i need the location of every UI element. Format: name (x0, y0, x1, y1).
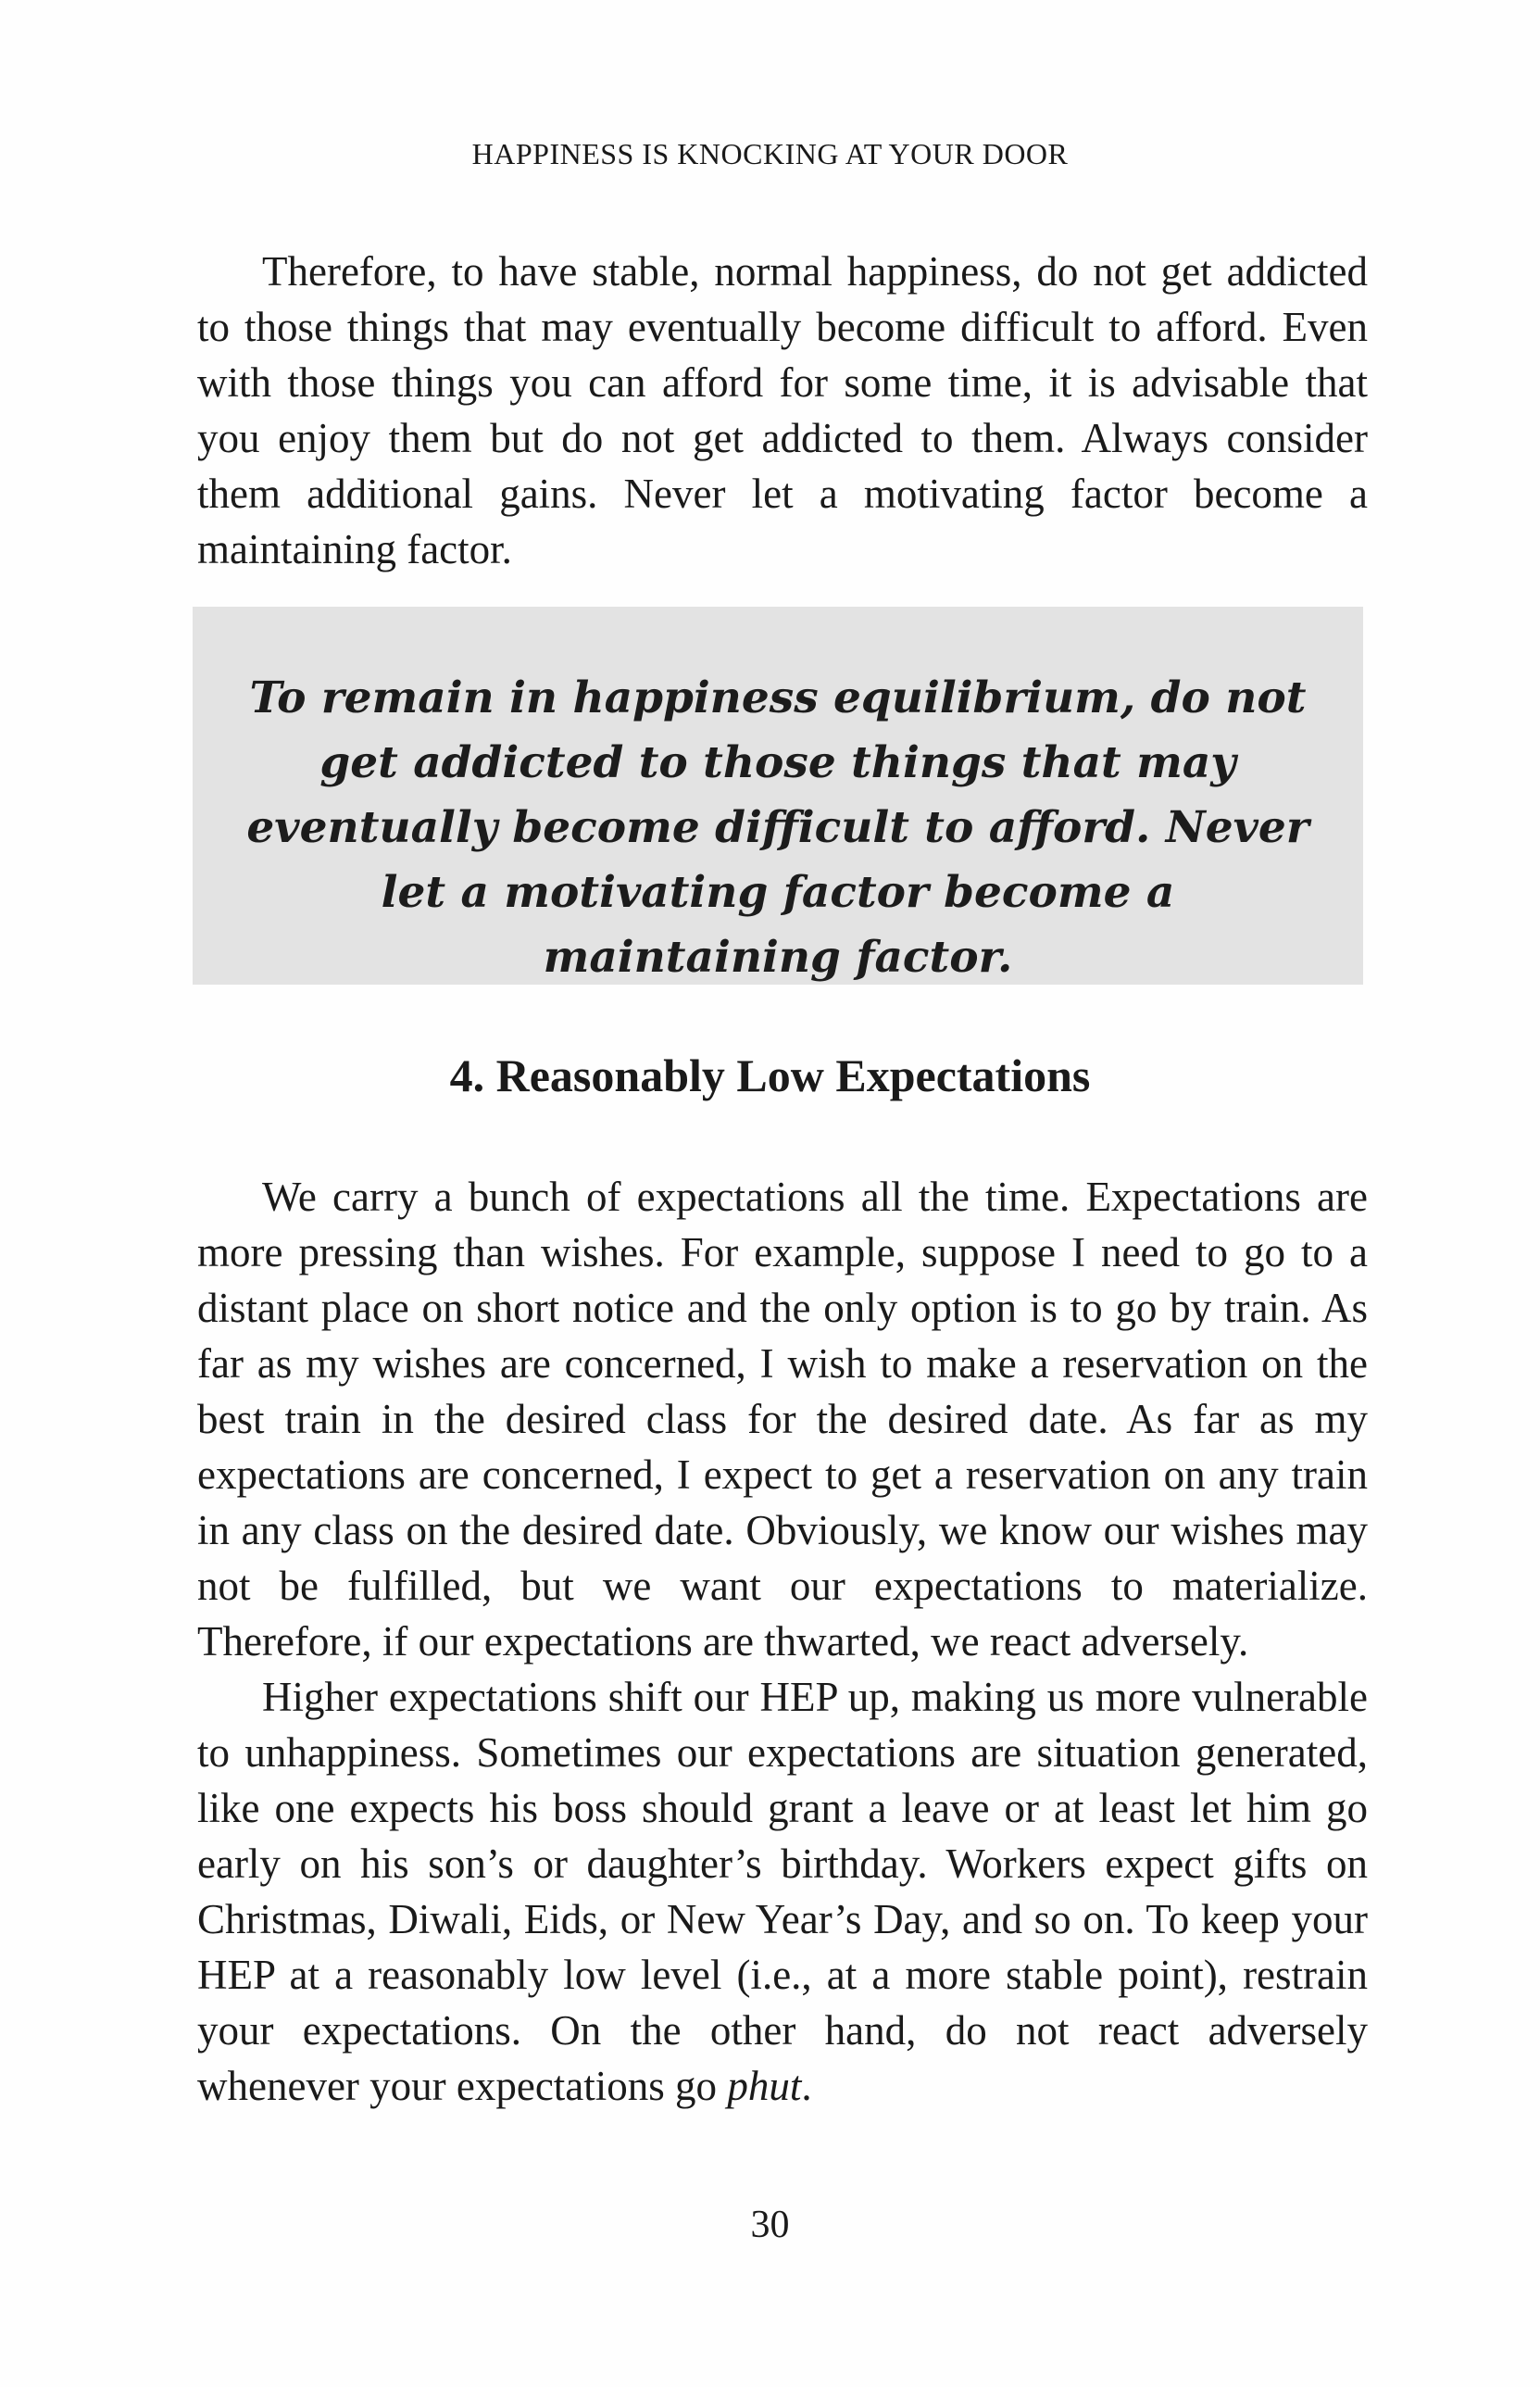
intro-paragraph: Therefore, to have stable, normal happiness, do not get addicted to those things that may eventually become difficult to afford. Even with those things you can afford for some time, it is advisable that you enjoy them but do not get addicted to them. Always consider them additional gains. Never let a motivating factor become a maintaining factor. (197, 248, 1368, 572)
section-body (197, 1169, 1368, 2114)
body-paragraph-expectations: We carry a bunch of expectations all the time. Expectations are more pressing than wishes. For example, suppose I need to go to a distant place on short notice and the only option is to go by train. As far as my wishes are concerned, I wish to make a reservation on the best train in the desired class for the desired date. As far as my expectations are concerned, I expect to get a reservation on any train in any class on the desired date. Obviously, we know our wishes may not be fulfilled, but we want our expectations to materialize. Therefore, if our expectations are thwarted, we react adversely. (197, 1174, 1368, 1665)
sentence-end: . (801, 2063, 812, 2109)
italic-word: phut (727, 2063, 802, 2109)
body-paragraph-hep-text: Higher expectations shift our HEP up, making us more vulnerable to unhappiness. Sometimes our expectations are situation generated, like one expects his boss should grant a leave or at least let him go early on his son’s or daughter’s birthday. Workers expect gifts on Christmas, Diwali, Eids, or New Year’s Day, and so on. To keep your HEP at a reasonably low level (i.e., at a more stable point), restrain your expectations. On the other hand, do not react adversely whenever your expectations go (197, 1674, 1368, 2109)
section-heading: 4. Reasonably Low Expectations (449, 1049, 1091, 1101)
intro-paragraph-block (197, 244, 1368, 577)
body-paragraph-hep (197, 1669, 1368, 2114)
pull-quote-box (193, 607, 1363, 985)
pull-quote-text: To remain in happiness equilibrium, do not get addicted to those things that may eventually become difficult to afford. Never let a motivating factor become a maintaining factor. (246, 672, 1309, 983)
page-number: 30 (750, 2204, 790, 2246)
running-head: HAPPINESS IS KNOCKING AT YOUR DOOR (471, 137, 1069, 170)
